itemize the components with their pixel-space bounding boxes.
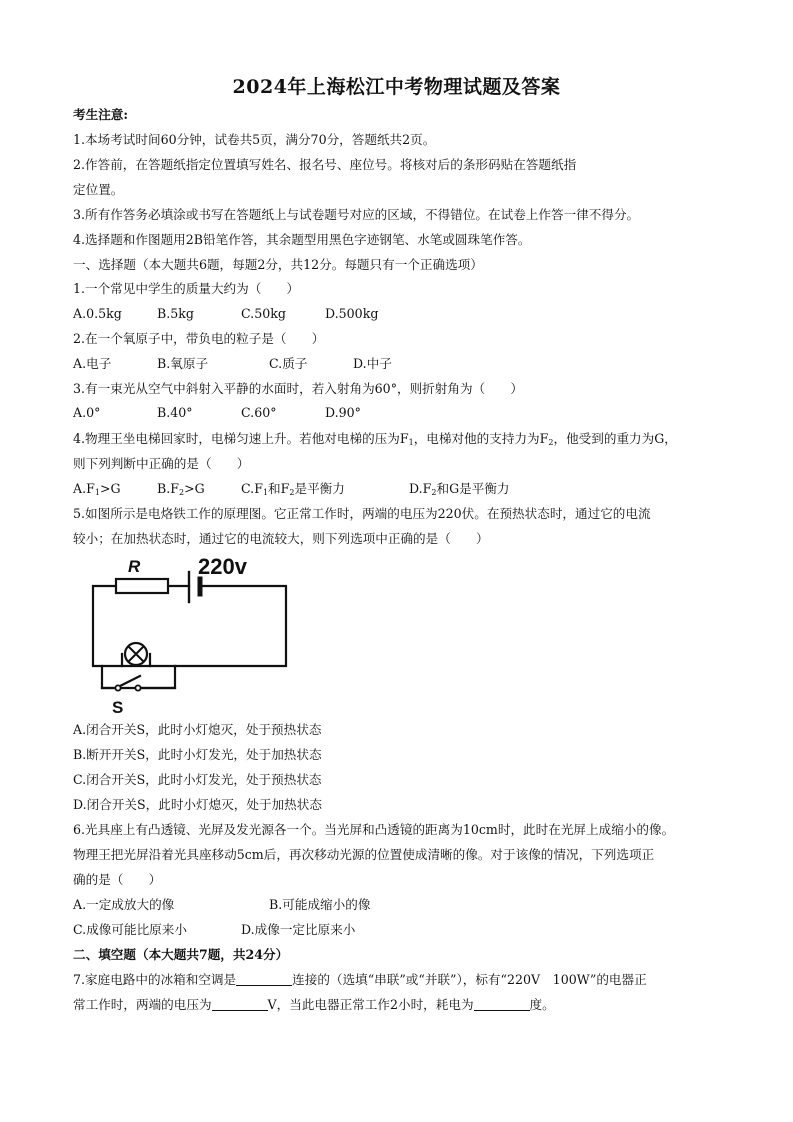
q6-options-row2 [73, 922, 437, 938]
q4-stem: 4.物理王坐电梯回家时，电梯匀速上升。若他对电梯的压为$F_1$，电梯对他的支持力为$F_2$，他受到的重力为G， [73, 431, 677, 447]
answer-blank[interactable] [474, 998, 530, 1011]
q2-option-a: A.电子 [73, 356, 112, 371]
circuit-diagram [88, 548, 300, 718]
q6-option-b: B.可能成缩小的像 [269, 897, 371, 912]
switch-contact [115, 685, 120, 690]
switch-lever [120, 676, 140, 686]
notice-heading: 考生注意: [73, 107, 129, 122]
q3-option-a: A.0° [73, 405, 101, 420]
lamp-symbol [125, 643, 147, 665]
q6-option-c: C.成像可能比原来小 [73, 922, 187, 937]
section2-heading: 二、填空题（本大题共7题，共24分） [73, 947, 289, 962]
q5-option-c: C.闭合开关S，此时小灯发光，处于预热状态 [73, 772, 322, 787]
q2-option-c: C.质子 [269, 356, 308, 371]
q3-option-b: B.40° [157, 405, 193, 420]
q5-stem-line2: 较小；在加热状态时，通过它的电流较大，则下列选项中正确的是（ ） [73, 531, 489, 546]
section1-heading: 一、选择题（本大题共6题，每题2分，共12分。每题只有一个正确选项） [73, 257, 483, 272]
q3-options [73, 405, 409, 421]
q5-stem-line1: 5.如图所示是电烙铁工作的原理图。它正常工作时，两端的电压为220伏。在预热状态时，通过它的电流 [73, 506, 651, 521]
q4-option-a: $A.F_1>G$ [73, 481, 121, 497]
q1-stem: 1.一个常见中学生的质量大约为（ ） [73, 281, 300, 296]
notice-item-1: 1.本场考试时间60分钟，试卷共5页，满分70分，答题纸共2页。 [73, 132, 436, 147]
q2-option-d: D.中子 [353, 356, 392, 371]
q4-stem-line2: 则下列判断中正确的是（ ） [73, 456, 250, 471]
q7-line2: 常工作时，两端的电压为 V，当此电器正常工作2小时，耗电为 度。 [73, 997, 555, 1012]
q6-options-row1 [73, 897, 465, 913]
q5-option-b: B.断开开关S，此时小灯发光，处于加热状态 [73, 747, 322, 762]
q6-stem-line1: 6.光具座上有凸透镜、光屏及发光源各一个。当光屏和凸透镜的距离为10cm时，此时在光屏上成缩小的像。 [73, 822, 675, 837]
q4-options [73, 481, 549, 497]
answer-blank[interactable] [212, 998, 268, 1011]
q4-option-d: $D.F_2$和G是平衡力 [409, 481, 510, 497]
q1-option-a: A.0.5kg [73, 306, 122, 321]
q1-option-c: C.50kg [241, 306, 286, 321]
notice-item-3: 3.所有作答务必填涂或书写在答题纸上与试卷题号对应的区域，不得错位。在试卷上作答一律不得分。 [73, 207, 640, 222]
q6-option-d: D.成像一定比原来小 [241, 922, 356, 937]
q3-stem: 3.有一束光从空气中斜射入平静的水面时，若入射角为60°，则折射角为（ ） [73, 381, 523, 396]
q4-option-b: $B.F_2>G$ [157, 481, 205, 497]
q5-option-a: A.闭合开关S，此时小灯熄灭，处于预热状态 [73, 722, 322, 737]
resistor-symbol [116, 579, 168, 593]
q2-options [73, 356, 437, 372]
q1-option-d: D.500kg [325, 306, 379, 321]
page-title: 2024年上海松江中考物理试题及答案 [232, 76, 561, 98]
answer-blank[interactable] [236, 973, 292, 986]
q6-stem-line2: 物理王把光屏沿着光具座移动5cm后，再次移动光源的位置使成清晰的像。对于该像的情况，下列选项正 [73, 847, 655, 862]
switch-label: S [112, 698, 124, 717]
notice-item-2-cont: 定位置。 [73, 182, 124, 197]
q3-option-d: D.90° [325, 405, 361, 420]
q6-option-a: A.一定成放大的像 [73, 897, 175, 912]
voltage-label: 220v [198, 554, 247, 579]
q3-option-c: C.60° [241, 405, 277, 420]
q2-stem: 2.在一个氧原子中，带负电的粒子是（ ） [73, 331, 325, 346]
q5-option-d: D.闭合开关S，此时小灯熄灭，处于加热状态 [73, 797, 322, 812]
q1-option-b: B.5kg [157, 306, 194, 321]
resistor-label: R [128, 557, 141, 576]
q7-line1: 7.家庭电路中的冰箱和空调是 连接的（选填“串联”或“并联”），标有“220V 100W”的电器正 [73, 972, 647, 987]
notice-item-4: 4.选择题和作图题用2B铅笔作答，其余题型用黑色字迹钢笔、水笔或圆珠笔作答。 [73, 232, 531, 247]
q6-stem-line3: 确的是（ ） [73, 872, 162, 887]
notice-item-2: 2.作答前，在答题纸指定位置填写姓名、报名号、座位号。将核对后的条形码贴在答题纸指 [73, 157, 577, 172]
q4-option-c: $C.F_1$和$F_2$是平衡力 [241, 481, 345, 497]
switch-contact [135, 685, 140, 690]
q2-option-b: B.氧原子 [157, 356, 209, 371]
q1-options [73, 306, 409, 322]
